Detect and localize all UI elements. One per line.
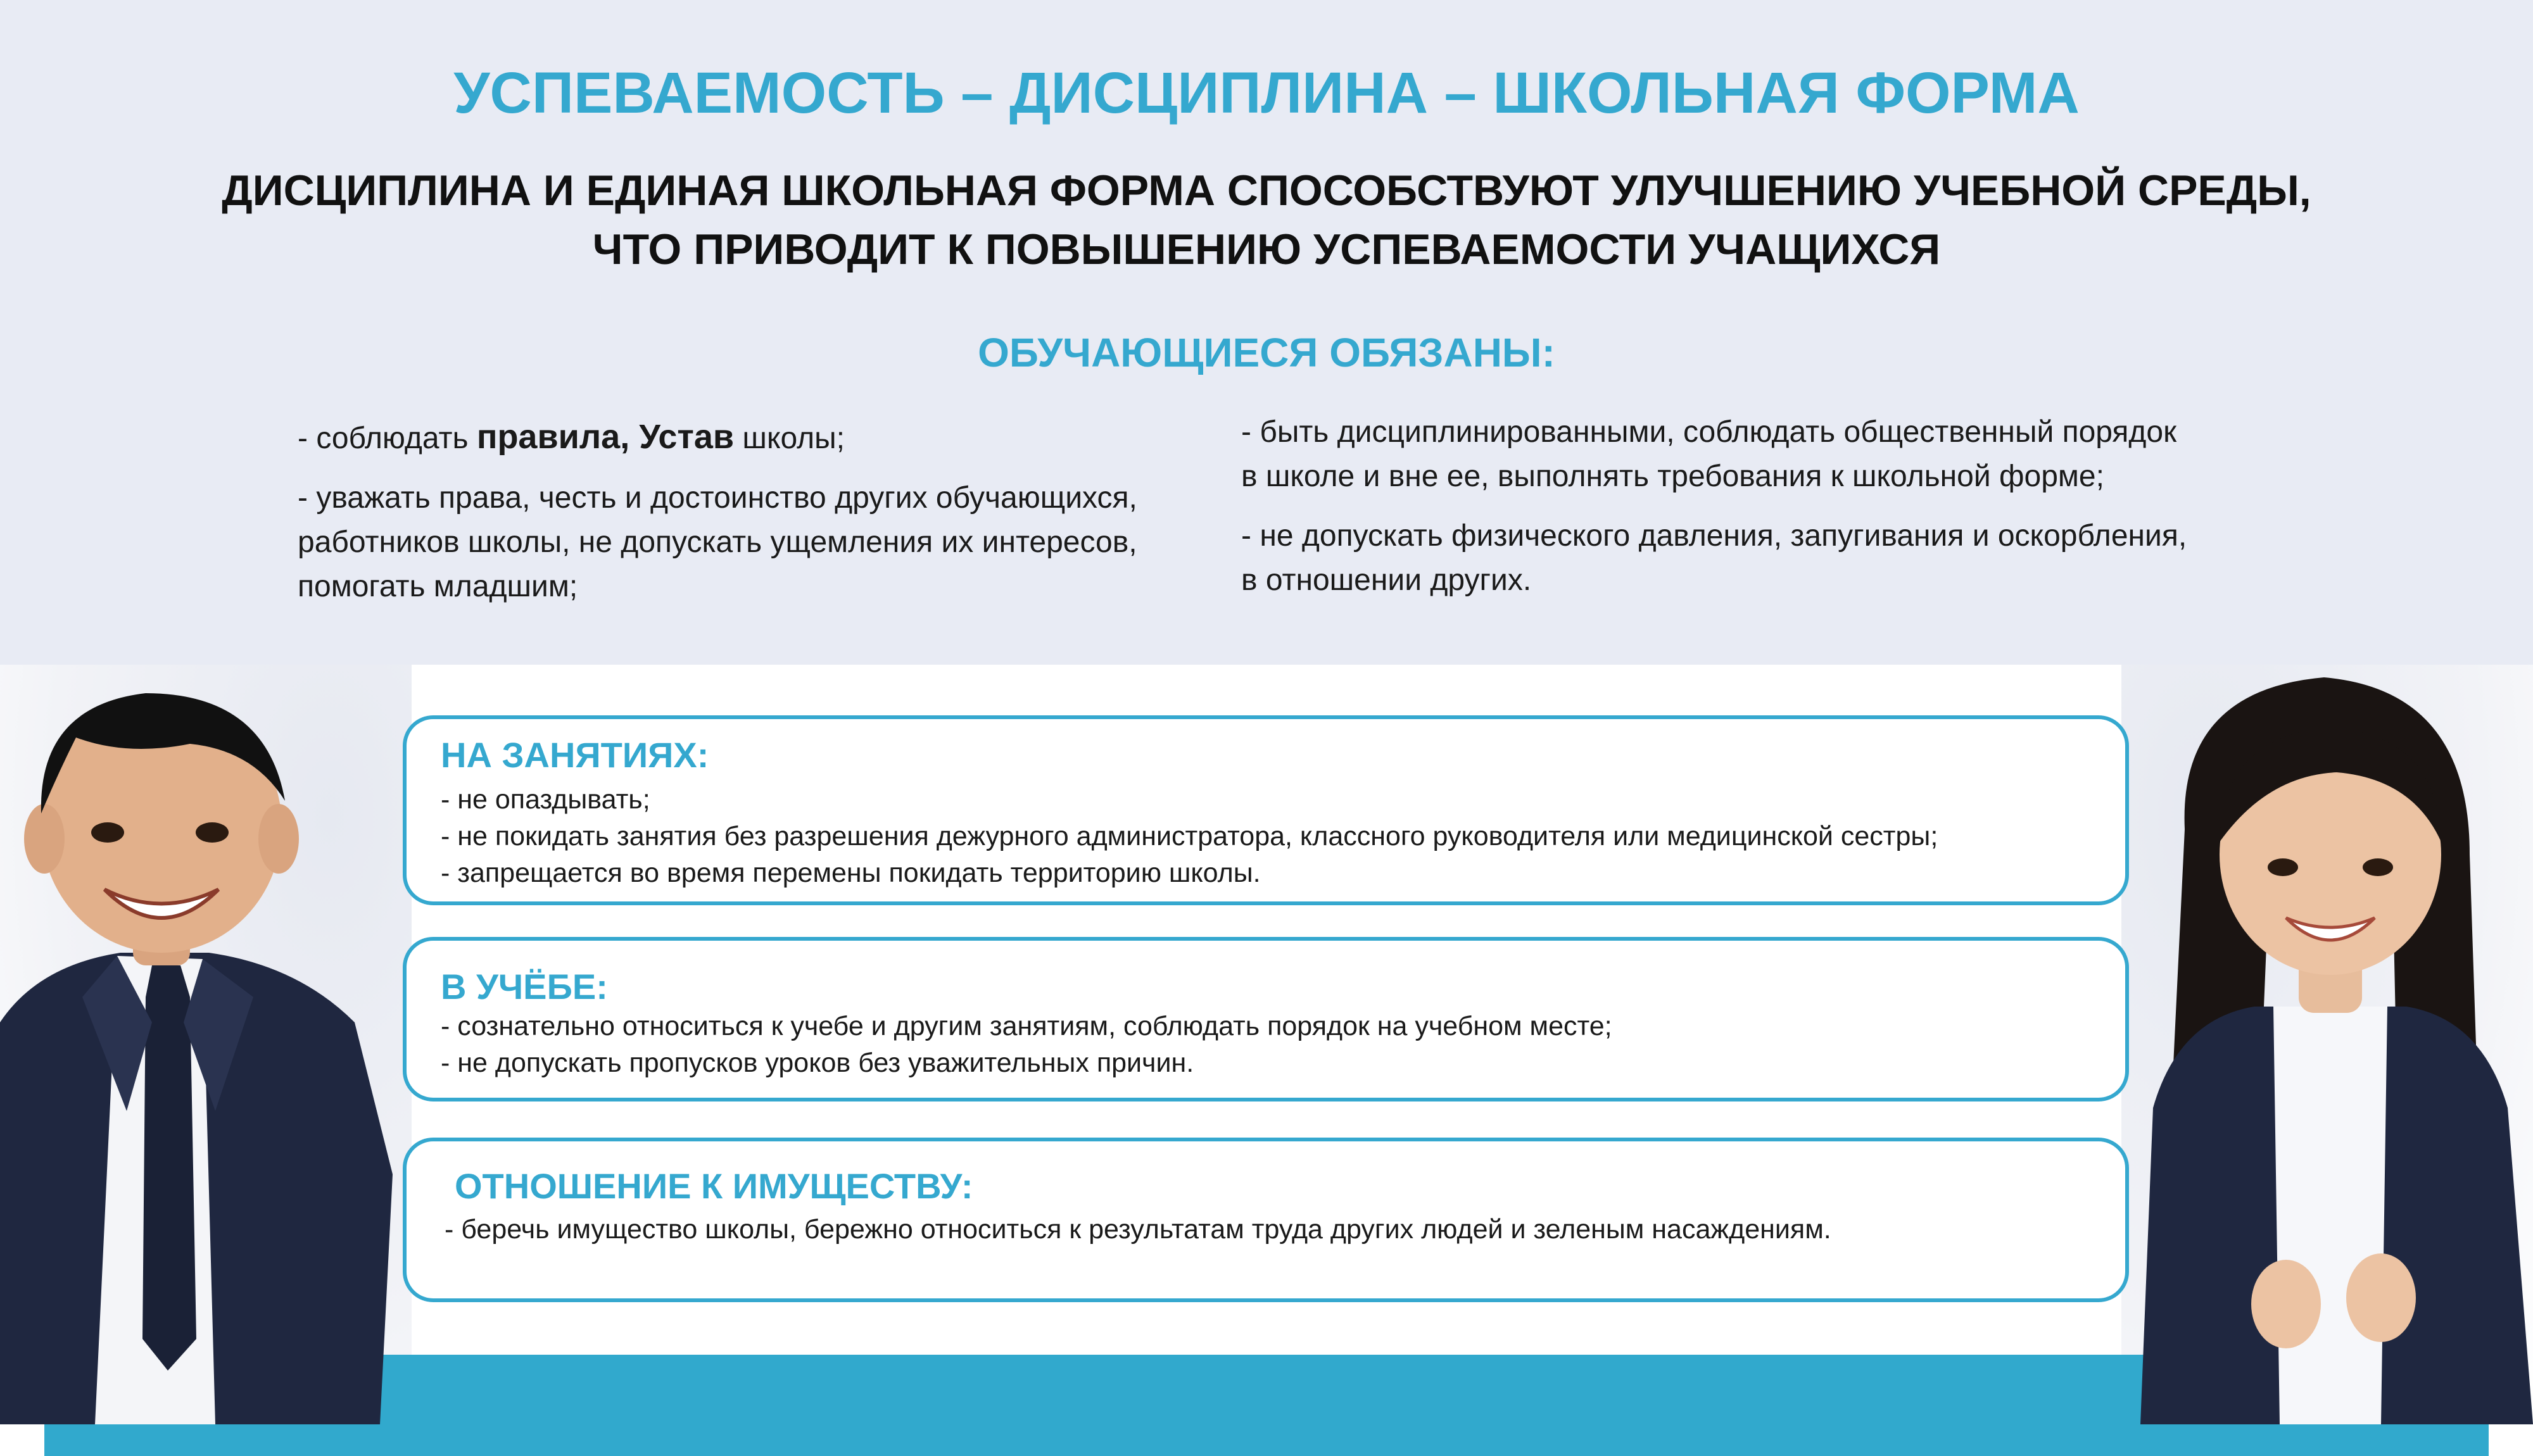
duty-bold-text: правила, Устав <box>476 418 735 456</box>
duty-line: работников школы, не допускать ущемления их интересов, <box>298 525 1137 559</box>
card-line: - не допускать пропусков уроков без уважительных причин. <box>441 1048 1194 1078</box>
duty-line: - быть дисциплинированными, соблюдать общественный порядок <box>1241 415 2177 449</box>
subtitle-line-2: ЧТО ПРИВОДИТ К ПОВЫШЕНИЮ УСПЕВАЕМОСТИ УЧАЩИХСЯ <box>592 225 1941 273</box>
bottom-accent-band <box>44 1355 2489 1456</box>
duty-no-bullying <box>1241 514 2286 603</box>
card-lines <box>441 781 1938 891</box>
card-title: В УЧЁБЕ: <box>441 967 608 1007</box>
page-title: УСПЕВАЕМОСТЬ – ДИСЦИПЛИНА – ШКОЛЬНАЯ ФОРМА <box>453 61 2080 125</box>
duty-line: - уважать права, честь и достоинство других обучающихся, <box>298 481 1137 515</box>
card-property <box>403 1138 2129 1302</box>
subtitle-line-1: ДИСЦИПЛИНА И ЕДИНАЯ ШКОЛЬНАЯ ФОРМА СПОСОБСТВУЮТ УЛУЧШЕНИЮ УЧЕБНОЙ СРЕДЫ, <box>222 166 2311 215</box>
card-lines <box>445 1211 1831 1248</box>
card-lines <box>441 1008 1612 1081</box>
duties-heading: ОБУЧАЮЩИЕСЯ ОБЯЗАНЫ: <box>978 330 1555 375</box>
duty-text: школы; <box>734 422 845 455</box>
duty-line: помогать младшим; <box>298 570 578 603</box>
card-line: - беречь имущество школы, бережно относиться к результатам труда других людей и зеленым насаждениям. <box>445 1214 1831 1245</box>
card-in-study <box>403 937 2129 1101</box>
duty-be-disciplined <box>1241 410 2286 499</box>
card-line: - сознательно относиться к учебе и другим занятиям, соблюдать порядок на учебном месте; <box>441 1011 1612 1041</box>
duty-follow-rules <box>298 415 1216 461</box>
card-title: ОТНОШЕНИЕ К ИМУЩЕСТВУ: <box>455 1166 973 1206</box>
duty-line: в отношении других. <box>1241 563 1532 597</box>
card-in-classes <box>403 715 2129 905</box>
girl-photo <box>2128 665 2533 1424</box>
card-line: - не покидать занятия без разрешения дежурного администратора, классного руководителя или медицинской сестры; <box>441 821 1938 851</box>
duty-text: - соблюдать <box>298 422 477 455</box>
duty-line: в школе и вне ее, выполнять требования к школьной форме; <box>1241 460 2104 493</box>
boy-photo <box>0 668 405 1424</box>
duties-left-column <box>298 415 1216 624</box>
card-line: - запрещается во время перемены покидать территорию школы. <box>441 858 1261 888</box>
duties-right-column <box>1241 410 2286 618</box>
duty-line: - не допускать физического давления, запугивания и оскорбления, <box>1241 519 2187 553</box>
card-title: НА ЗАНЯТИЯХ: <box>441 735 709 775</box>
card-line: - не опаздывать; <box>441 784 650 815</box>
duty-respect-others <box>298 476 1216 609</box>
